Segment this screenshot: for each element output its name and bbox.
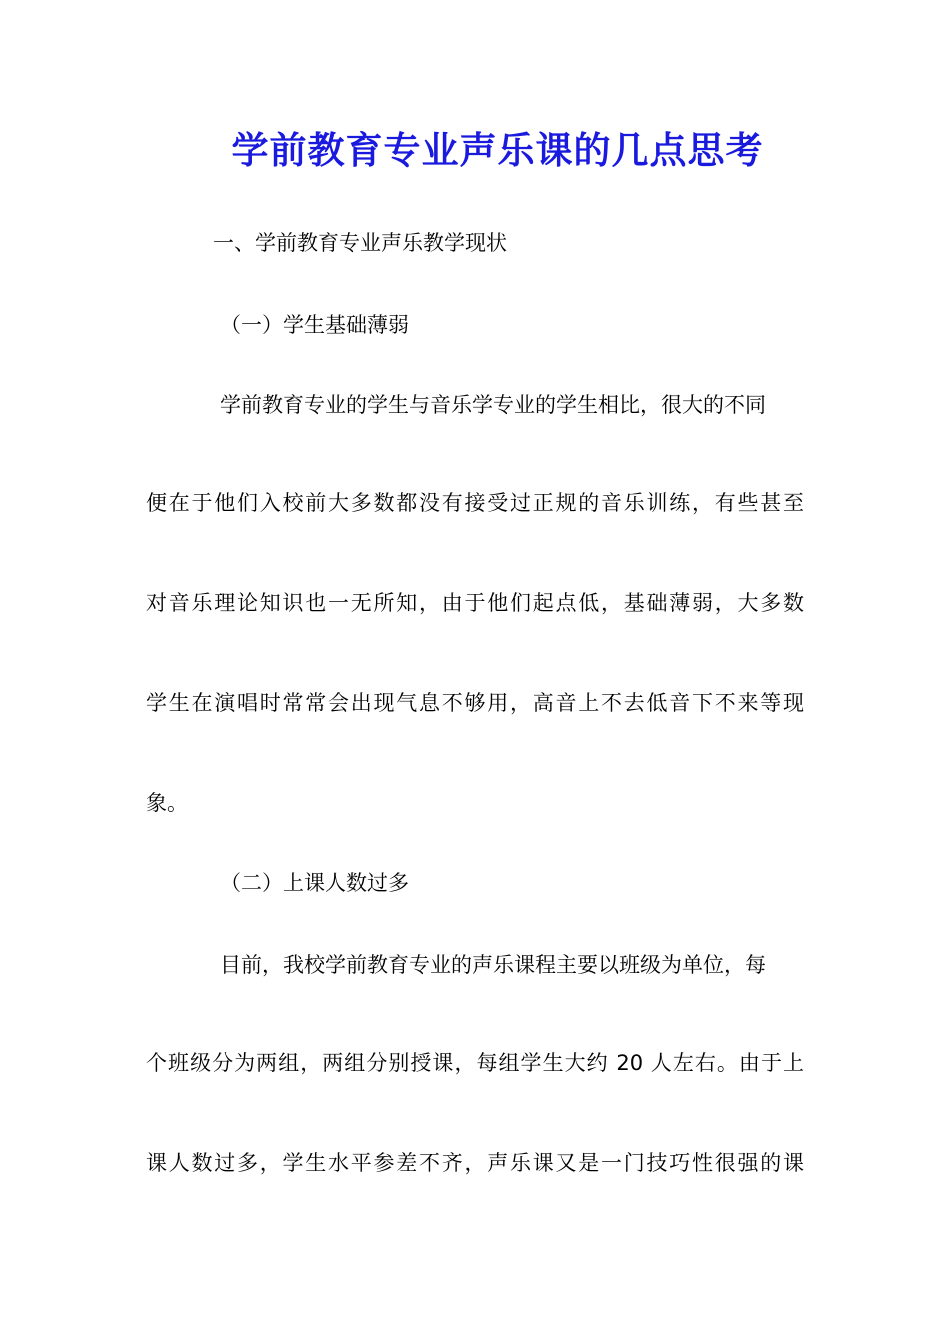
paragraph-line: 课人数过多，学生水平参差不齐，声乐课又是一门技巧性很强的课 (146, 1151, 804, 1175)
subsection-heading: （一）学生基础薄弱 (220, 313, 409, 337)
paragraph-line: 目前，我校学前教育专业的声乐课程主要以班级为单位，每 (220, 953, 766, 977)
paragraph-line: 便在于他们入校前大多数都没有接受过正规的音乐训练，有些甚至 (146, 491, 804, 515)
paragraph-line: 象。 (146, 791, 188, 815)
section-heading: 一、学前教育专业声乐教学现状 (213, 231, 507, 255)
subsection-heading: （二）上课人数过多 (220, 871, 409, 895)
document-title: 学前教育专业声乐课的几点思考 (231, 128, 764, 172)
paragraph-line: 个班级分为两组，两组分别授课，每组学生大约 20 人左右。由于上 (146, 1051, 804, 1075)
paragraph-line: 学前教育专业的学生与音乐学专业的学生相比，很大的不同 (220, 393, 766, 417)
paragraph-line: 学生在演唱时常常会出现气息不够用，高音上不去低音下不来等现 (146, 691, 804, 715)
paragraph-line: 对音乐理论知识也一无所知，由于他们起点低，基础薄弱，大多数 (146, 591, 804, 615)
